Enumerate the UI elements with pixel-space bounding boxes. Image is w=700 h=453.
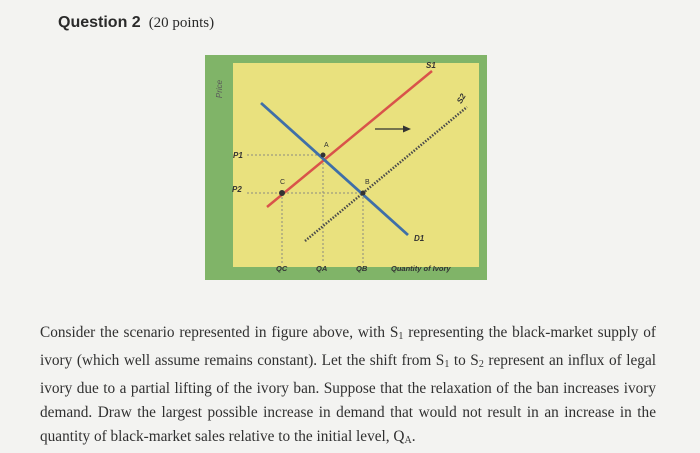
text-part-3: to S: [449, 352, 479, 370]
point-c: [279, 190, 285, 196]
y-axis-label: Price: [215, 79, 224, 99]
question-label: Question 2: [58, 14, 141, 31]
subscript-2: 1: [444, 359, 450, 371]
price-label-p1: P1: [233, 151, 243, 160]
label-s1: S1: [426, 61, 436, 70]
label-s2: S2: [455, 92, 468, 106]
subscript-4: A: [404, 435, 412, 447]
price-label-p2: P2: [232, 185, 242, 194]
plot-area: [233, 63, 479, 267]
point-label-b: B: [365, 179, 370, 186]
quantity-label-qc: QC: [276, 264, 288, 273]
supply-demand-figure: [205, 55, 487, 280]
subscript-1: 1: [398, 331, 404, 343]
question-points: (20 points): [148, 15, 215, 31]
text-part-4: represent an influx of legal ivory due to a partial lifting of the ivory ban. Suppose that the relaxation of the ban increases ivory demand. Draw the largest possible increase in demand that would not result in an increase in the quantity of black-market sales relative to the initial level, Q: [40, 352, 656, 446]
subscript-3: 2: [478, 359, 484, 371]
quantity-label-qb: QB: [356, 264, 368, 273]
text-part-5: .: [411, 428, 416, 446]
label-d1: D1: [414, 234, 425, 243]
quantity-label-qa: QA: [316, 264, 328, 273]
point-b: [361, 191, 366, 196]
text-part-2: representing the black-market supply of ivory (which well assume remains constant). Let the shift from S: [40, 324, 656, 370]
question-text: [40, 321, 656, 453]
point-a: [321, 153, 326, 158]
question-header: [58, 14, 214, 32]
x-axis-label: Quantity of Ivory: [391, 264, 451, 273]
point-label-c: C: [280, 179, 286, 186]
text-part-1: Consider the scenario represented in figure above, with S: [40, 324, 399, 342]
point-label-a: A: [324, 142, 329, 149]
